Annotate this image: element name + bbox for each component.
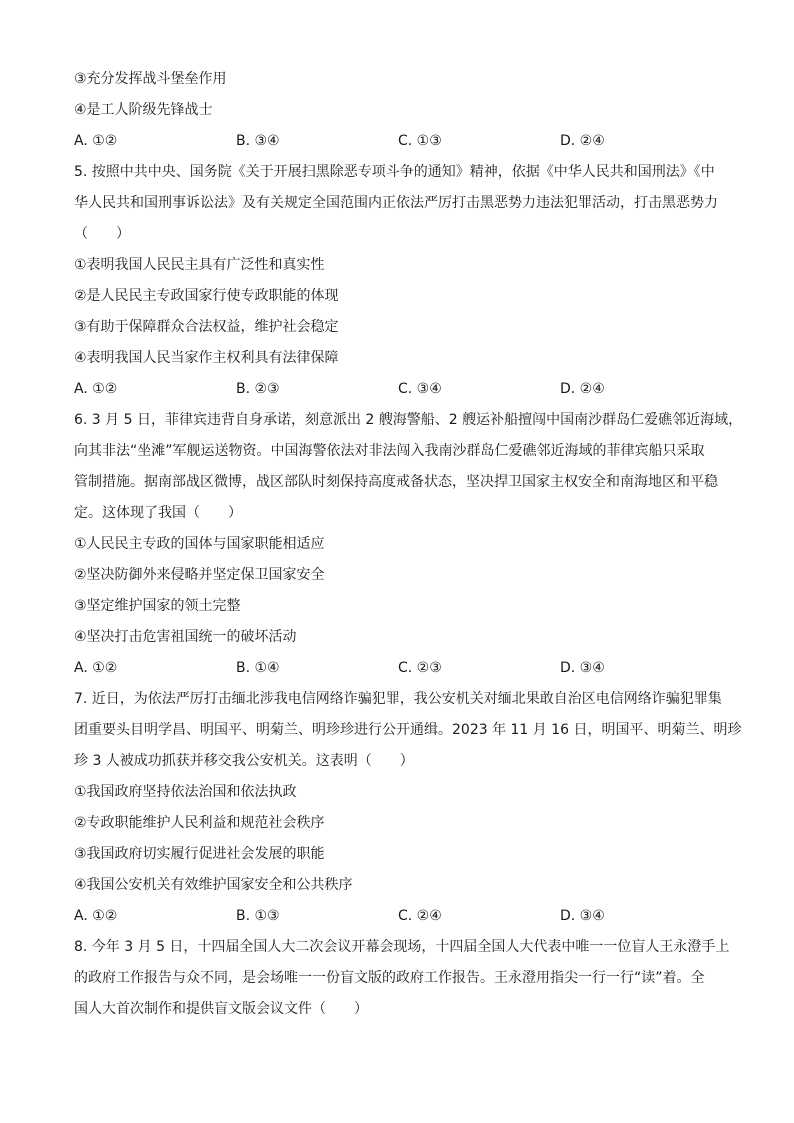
option-c: C. ③④ xyxy=(398,381,442,397)
answer-options xyxy=(74,126,734,157)
answer-options xyxy=(74,374,734,405)
stem-line: 7. 近日，为依法严厉打击缅北涉我电信网络诈骗犯罪，我公安机关对缅北果敢自治区电信网络诈骗犯罪集 xyxy=(74,691,722,707)
option-a: A. ①② xyxy=(74,660,118,676)
option-c: C. ①③ xyxy=(398,133,442,149)
option-a: A. ①② xyxy=(74,908,118,924)
choice-item: ①我国政府坚持依法治国和依法执政 xyxy=(74,784,297,800)
choice-item: ③有助于保障群众合法权益，维护社会稳定 xyxy=(74,319,339,335)
stem-line: 的政府工作报告与众不同，是会场唯一一份盲文版的政府工作报告。王永澄用指尖一行一行“读”着。全 xyxy=(74,970,705,986)
option-d: D. ③④ xyxy=(560,908,605,924)
stem-line: 华人民共和国刑事诉讼法》及有关规定全国范围内正依法严厉打击黑恶势力违法犯罪活动，打击黑恶势力 xyxy=(74,195,718,211)
option-b: B. ②③ xyxy=(236,381,280,397)
option-d: D. ②④ xyxy=(560,381,605,397)
stem-line: 珍 3 人被成功抓获并移交我公安机关。这表明（ ） xyxy=(74,753,414,769)
option-a: A. ①② xyxy=(74,381,118,397)
choice-item: ④坚决打击危害祖国统一的破坏活动 xyxy=(74,629,297,645)
question-stem xyxy=(74,157,734,250)
answer-options xyxy=(74,653,734,684)
stem-line: 向其非法“坐滩”军舰运送物资。中国海警依法对非法闯入我南沙群岛仁爱礁邻近海域的菲律宾船只采取 xyxy=(74,443,705,459)
option-d: D. ③④ xyxy=(560,660,605,676)
question-stem xyxy=(74,684,742,777)
choice-item: ④是工人阶级先锋战士 xyxy=(74,102,213,118)
stem-line: 5. 按照中共中央、国务院《关于开展扫黑除恶专项斗争的通知》精神，依据《中华人民共和国刑法》《中 xyxy=(74,164,715,180)
option-c: C. ②③ xyxy=(398,660,442,676)
answer-options xyxy=(74,901,734,932)
choice-item: ①表明我国人民民主具有广泛性和真实性 xyxy=(74,257,325,273)
choice-item: ③充分发挥战斗堡垒作用 xyxy=(74,71,227,87)
option-a: A. ①② xyxy=(74,133,118,149)
option-c: C. ②④ xyxy=(398,908,442,924)
question-6 xyxy=(74,405,743,684)
choice-item: ②专政职能维护人民利益和规范社会秩序 xyxy=(74,815,325,831)
question-7 xyxy=(74,684,742,932)
choice-item: ②坚决防御外来侵略并坚定保卫国家安全 xyxy=(74,567,325,583)
document-page xyxy=(74,64,743,1025)
option-b: B. ①④ xyxy=(236,660,280,676)
choice-item: ①人民民主专政的国体与国家职能相适应 xyxy=(74,536,325,552)
stem-line: （ ） xyxy=(74,226,130,242)
question-8 xyxy=(74,932,734,1025)
choice-item: ④我国公安机关有效维护国家安全和公共秩序 xyxy=(74,877,353,893)
choice-item: ④表明我国人民当家作主权利具有法律保障 xyxy=(74,350,339,366)
choice-item: ③坚定维护国家的领土完整 xyxy=(74,598,241,614)
choice-item: ③我国政府切实履行促进社会发展的职能 xyxy=(74,846,325,862)
option-d: D. ②④ xyxy=(560,133,605,149)
option-b: B. ③④ xyxy=(236,133,280,149)
choice-item: ②是人民民主专政国家行使专政职能的体现 xyxy=(74,288,339,304)
stem-line: 8. 今年 3 月 5 日，十四届全国人大二次会议开幕会现场，十四届全国人大代表中唯一一位盲人王永澄手上 xyxy=(74,939,730,955)
stem-line: 管制措施。据南部战区微博，战区部队时刻保持高度戒备状态，坚决捍卫国家主权安全和南海地区和平稳 xyxy=(74,474,718,490)
stem-line: 6. 3 月 5 日，菲律宾违背自身承诺，刻意派出 2 艘海警船、2 艘运补船擅闯中国南沙群岛仁爱礁邻近海域， xyxy=(74,412,743,428)
question-stem xyxy=(74,405,743,529)
stem-line: 国人大首次制作和提供盲文版会议文件（ ） xyxy=(74,1001,368,1017)
question-stem xyxy=(74,932,734,1025)
prev-question-tail xyxy=(74,64,734,157)
option-b: B. ①③ xyxy=(236,908,280,924)
question-5 xyxy=(74,157,734,405)
stem-line: 定。这体现了我国（ ） xyxy=(74,505,242,521)
stem-line: 团重要头目明学昌、明国平、明菊兰、明珍珍进行公开通缉。2023 年 11 月 16 日，明国平、明菊兰、明珍 xyxy=(74,722,742,738)
